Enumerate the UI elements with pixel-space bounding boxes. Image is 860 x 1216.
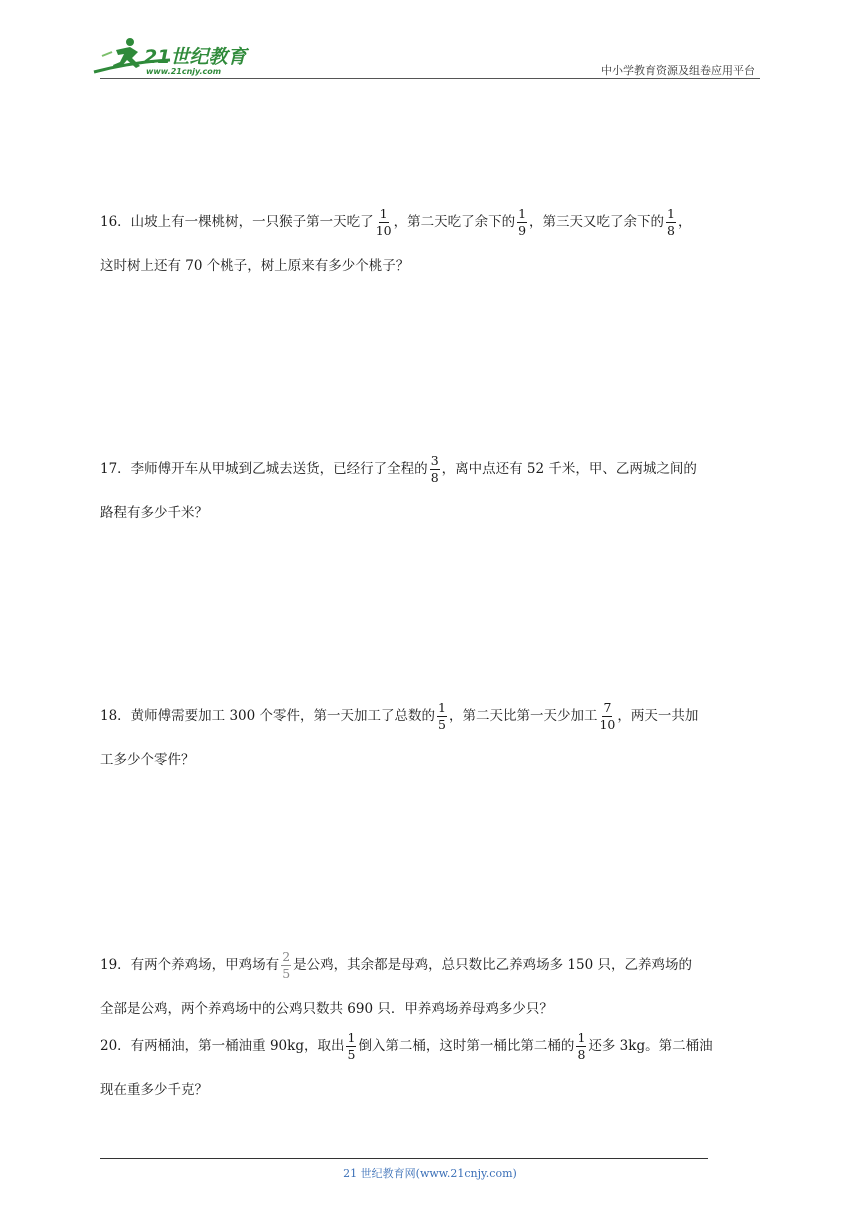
logo-text: 21世纪教育 bbox=[144, 46, 247, 68]
question-text: ， bbox=[678, 214, 692, 230]
question-18 bbox=[100, 694, 760, 782]
question-line: 路程有多少千米？ bbox=[100, 505, 208, 521]
page-header bbox=[0, 0, 860, 82]
question-text: 19．有两个养鸡场，甲鸡场有 bbox=[100, 957, 280, 973]
question-line: 工多少个零件？ bbox=[100, 752, 195, 768]
footer-divider bbox=[100, 1158, 708, 1159]
question-19 bbox=[100, 943, 760, 1031]
fraction: $\frac{1}{5}$ bbox=[438, 699, 446, 732]
question-line bbox=[100, 447, 760, 491]
question-text: ，第二天吃了余下的 bbox=[393, 214, 516, 230]
question-text: ，两天一共加 bbox=[617, 708, 699, 724]
fraction: $\frac{1}{10}$ bbox=[375, 205, 392, 238]
logo bbox=[92, 36, 262, 78]
fraction: $\frac{1}{8}$ bbox=[667, 205, 675, 238]
question-line: 现在重多少千克？ bbox=[100, 1082, 208, 1098]
question-text: 18．黄师傅需要加工 300 个零件，第一天加工了总数的 bbox=[100, 708, 436, 724]
question-text: ，第二天比第一天少加工 bbox=[448, 708, 598, 724]
header-divider bbox=[100, 78, 760, 79]
question-text: 16．山坡上有一棵桃树，一只猴子第一天吃了 bbox=[100, 214, 374, 230]
question-16 bbox=[100, 200, 760, 288]
question-17 bbox=[100, 447, 760, 535]
question-line bbox=[100, 200, 760, 244]
header-platform-text: 中小学教育资源及组卷应用平台 bbox=[601, 64, 755, 77]
fraction: $\frac{2}{5}$ bbox=[282, 948, 291, 981]
question-line bbox=[100, 1024, 760, 1068]
question-20 bbox=[100, 1024, 760, 1112]
footer-link[interactable]: 21 世纪教育网(www.21cnjy.com) bbox=[343, 1167, 517, 1180]
question-line bbox=[100, 694, 760, 738]
logo-url: www.21cnjy.com bbox=[146, 67, 222, 76]
question-text: ，离中点还有 52 千米，甲、乙两城之间的 bbox=[441, 461, 697, 477]
question-line bbox=[100, 943, 760, 987]
question-text: 是公鸡，其余都是母鸡，总只数比乙养鸡场多 150 只，乙养鸡场的 bbox=[293, 957, 692, 973]
fraction: $\frac{1}{8}$ bbox=[577, 1029, 586, 1062]
question-text: 还多 3kg。第二桶油 bbox=[588, 1038, 713, 1054]
question-line: 这时树上还有 70 个桃子，树上原来有多少个桃子？ bbox=[100, 258, 410, 274]
question-text: 倒入第二桶，这时第一桶比第二桶的 bbox=[358, 1038, 575, 1054]
question-text: ，第三天又吃了余下的 bbox=[529, 214, 665, 230]
question-text: 17．李师傅开车从甲城到乙城去送货，已经行了全程的 bbox=[100, 461, 428, 477]
fraction: $\frac{1}{9}$ bbox=[518, 205, 527, 238]
fraction: $\frac{3}{8}$ bbox=[430, 452, 439, 485]
fraction: $\frac{1}{5}$ bbox=[347, 1029, 356, 1062]
fraction: $\frac{7}{10}$ bbox=[599, 699, 616, 732]
question-line: 全部是公鸡，两个养鸡场中的公鸡只数共 690 只．甲养鸡场养母鸡多少只？ bbox=[100, 1001, 553, 1017]
question-text: 20．有两桶油，第一桶油重 90kg，取出 bbox=[100, 1038, 345, 1054]
